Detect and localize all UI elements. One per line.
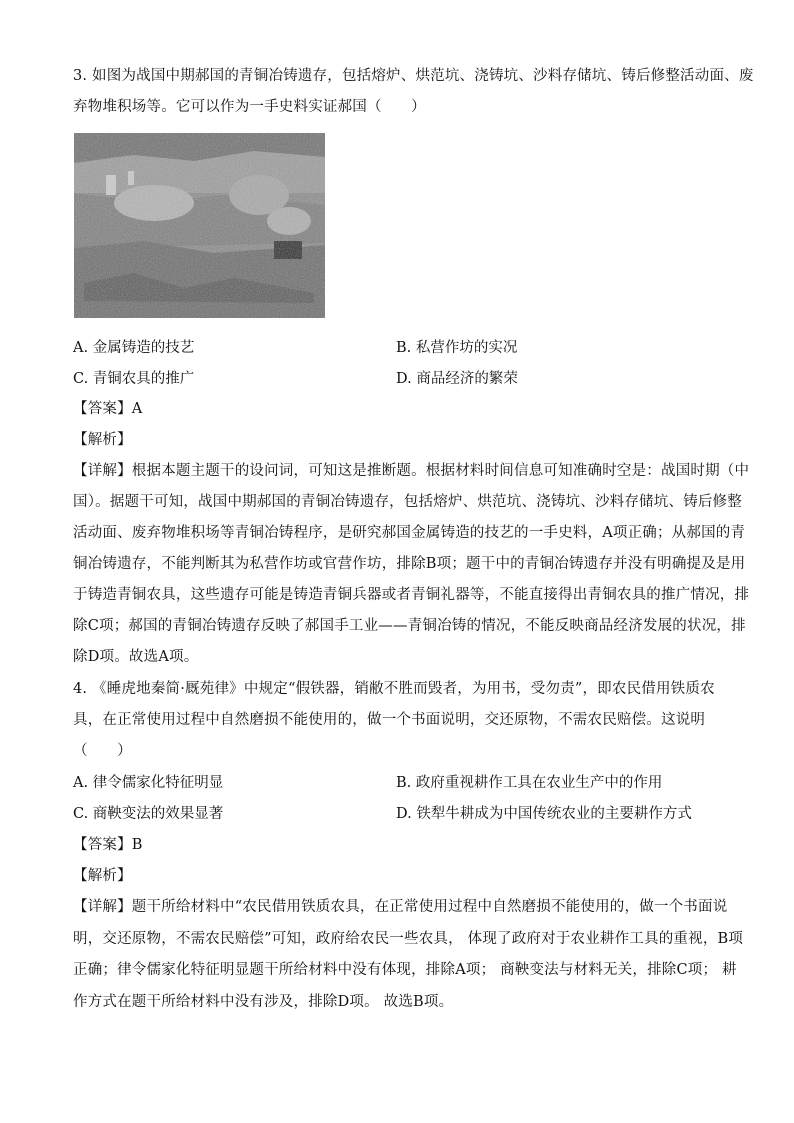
q3-detail-line-3: 活动面、废弃物堆积场等青铜冶铸程序，是研究郝国金属铸造的技艺的一手史料，A项正确；从郝国的青 — [73, 525, 746, 541]
q4-option-c: C. 商鞅变法的效果显著 — [73, 806, 224, 822]
q3-answer: 【答案】A — [73, 401, 143, 417]
q4-detail-line-4: 作方式在题干所给材料中没有涉及，排除D项。 故选B项。 — [73, 994, 454, 1010]
q4-analysis-heading: 【解析】 — [73, 868, 132, 884]
q4-detail-line-1: 【详解】题干所给材料中“农民借用铁质农具，在正常使用过程中自然磨损不能使用的，做一个书面说 — [73, 899, 728, 915]
q3-detail-line-2: 国）。据题干可知，战国中期郝国的青铜冶铸遗存，包括熔炉、烘范坑、浇铸坑、沙料存储坑、铸后修整 — [73, 494, 742, 510]
q3-stem-line-1: 3. 如图为战国中期郝国的青铜冶铸遗存，包括熔炉、烘范坑、浇铸坑、沙料存储坑、铸后修整活动面、废 — [73, 68, 754, 84]
q4-option-a: A. 律令儒家化特征明显 — [73, 775, 224, 791]
q3-option-c: C. 青铜农具的推广 — [73, 371, 195, 387]
q3-stem-line-2: 弃物堆积场等。它可以作为一手史料实证郝国（ ） — [73, 99, 426, 115]
q3-detail-line-1: 【详解】根据本题主题干的设问词，可知这是推断题。根据材料时间信息可知准确时空是：战国时期（中 — [73, 463, 750, 479]
q4-detail-line-2: 明，交还原物，不需农民赔偿”可知，政府给农民一些农具， 体现了政府对于农业耕作工具的重视，B项 — [73, 931, 744, 947]
q3-analysis-heading: 【解析】 — [73, 432, 132, 448]
q3-option-b: B. 私营作坊的实况 — [396, 340, 518, 356]
q4-stem-line-3: （ ） — [73, 743, 132, 759]
q4-option-d: D. 铁犁牛耕成为中国传统农业的主要耕作方式 — [396, 806, 692, 822]
q3-detail-line-5: 于铸造青铜农具，这些遗存可能是铸造青铜兵器或者青铜礼器等，不能直接得出青铜农具的推广情况，排 — [73, 587, 750, 603]
q4-answer: 【答案】B — [73, 837, 143, 853]
q3-detail-line-6: 除C项；郝国的青铜冶铸遗存反映了郝国手工业——青铜冶铸的情况，不能反映商品经济发展的状况，排 — [73, 618, 746, 634]
q4-stem-line-1: 4. 《睡虎地秦简·厩苑律》中规定“假铁器，销敝不胜而毁者，为用书，受勿责”，即农民借用铁质农 — [73, 681, 715, 697]
q4-stem-line-2: 具，在正常使用过程中自然磨损不能使用的，做一个书面说明，交还原物，不需农民赔偿。这说明 — [73, 712, 706, 728]
q3-detail-line-7: 除D项。故选A项。 — [73, 649, 199, 665]
q3-option-d: D. 商品经济的繁荣 — [396, 371, 518, 387]
q4-option-b: B. 政府重视耕作工具在农业生产中的作用 — [396, 775, 663, 791]
bronze-foundry-site-photo — [74, 133, 325, 318]
q3-option-a: A. 金属铸造的技艺 — [73, 340, 195, 356]
q4-detail-line-3: 正确；律令儒家化特征明显题干所给材料中没有体现，排除A项； 商鞅变法与材料无关，排除C项； 耕 — [73, 962, 737, 978]
q3-detail-line-4: 铜冶铸遗存，不能判断其为私营作坊或官营作坊，排除B项；题干中的青铜冶铸遗存并没有明确提及是用 — [73, 556, 746, 572]
